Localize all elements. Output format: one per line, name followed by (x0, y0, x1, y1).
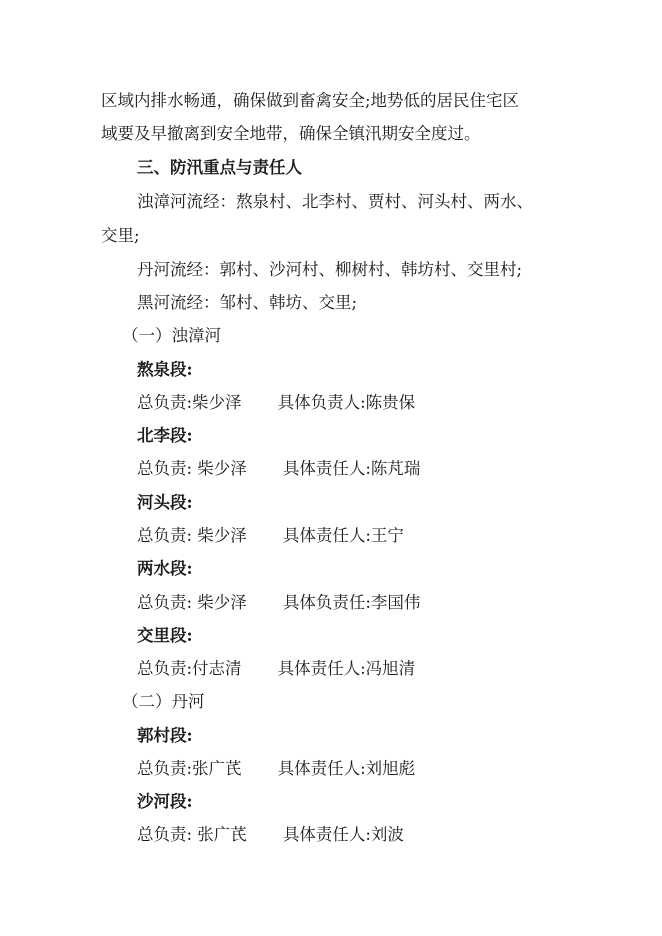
segment-name: 熬泉段: (137, 360, 193, 379)
chief-responsible: 总负责:柴少泽 (137, 393, 242, 412)
section-heading: 三、防汛重点与责任人 (137, 158, 302, 177)
segment-name: 郭村段: (137, 726, 193, 745)
segment-responsibility (137, 658, 415, 680)
segment-name: 两水段: (137, 559, 193, 578)
segment-responsibility (137, 525, 404, 547)
chief-responsible: 总负责:付志清 (137, 659, 242, 678)
chief-responsible: 总负责: 柴少泽 (137, 593, 247, 612)
subsection-heading: （一）浊漳河 (122, 326, 221, 345)
segment-name: 北李段: (137, 426, 193, 445)
segment-responsibility (137, 592, 420, 614)
specific-responsible: 具体责任人:王宁 (282, 526, 404, 545)
chief-responsible: 总负责: 张广芪 (137, 825, 247, 844)
specific-responsible: 具体责任人:陈芃瑞 (282, 459, 421, 478)
specific-responsible: 具体责任人:刘旭彪 (277, 759, 416, 778)
river-route-line: 丹河流经：郭村、沙河村、柳树村、韩坊村、交里村; (137, 260, 523, 279)
segment-name: 沙河段: (137, 792, 193, 811)
segment-responsibility (137, 824, 404, 846)
river-route-line: 浊漳河流经：熬泉村、北李村、贾村、河头村、两水、 (137, 192, 533, 211)
chief-responsible: 总负责:张广芪 (137, 759, 242, 778)
specific-responsible: 具体责任人:刘波 (282, 825, 404, 844)
chief-responsible: 总负责: 柴少泽 (137, 526, 247, 545)
river-route-line: 交里; (101, 226, 140, 245)
specific-responsible: 具体责任人:冯旭清 (277, 659, 416, 678)
subsection-heading: （二）丹河 (122, 692, 205, 711)
segment-name: 交里段: (137, 626, 193, 645)
specific-responsible: 具体负责人:陈贵保 (277, 393, 416, 412)
paragraph-line: 区域内排水畅通，确保做到畜禽安全;地势低的居民住宅区 (101, 91, 520, 110)
segment-responsibility (137, 758, 415, 780)
chief-responsible: 总负责: 柴少泽 (137, 459, 247, 478)
segment-responsibility (137, 458, 420, 480)
segment-name: 河头段: (137, 493, 193, 512)
specific-responsible: 具体负责任:李国伟 (282, 593, 421, 612)
river-route-line: 黑河流经：邹村、韩坊、交里; (137, 293, 358, 312)
segment-responsibility (137, 392, 415, 414)
paragraph-line: 域要及早撤离到安全地带，确保全镇汛期安全度过。 (101, 124, 481, 143)
